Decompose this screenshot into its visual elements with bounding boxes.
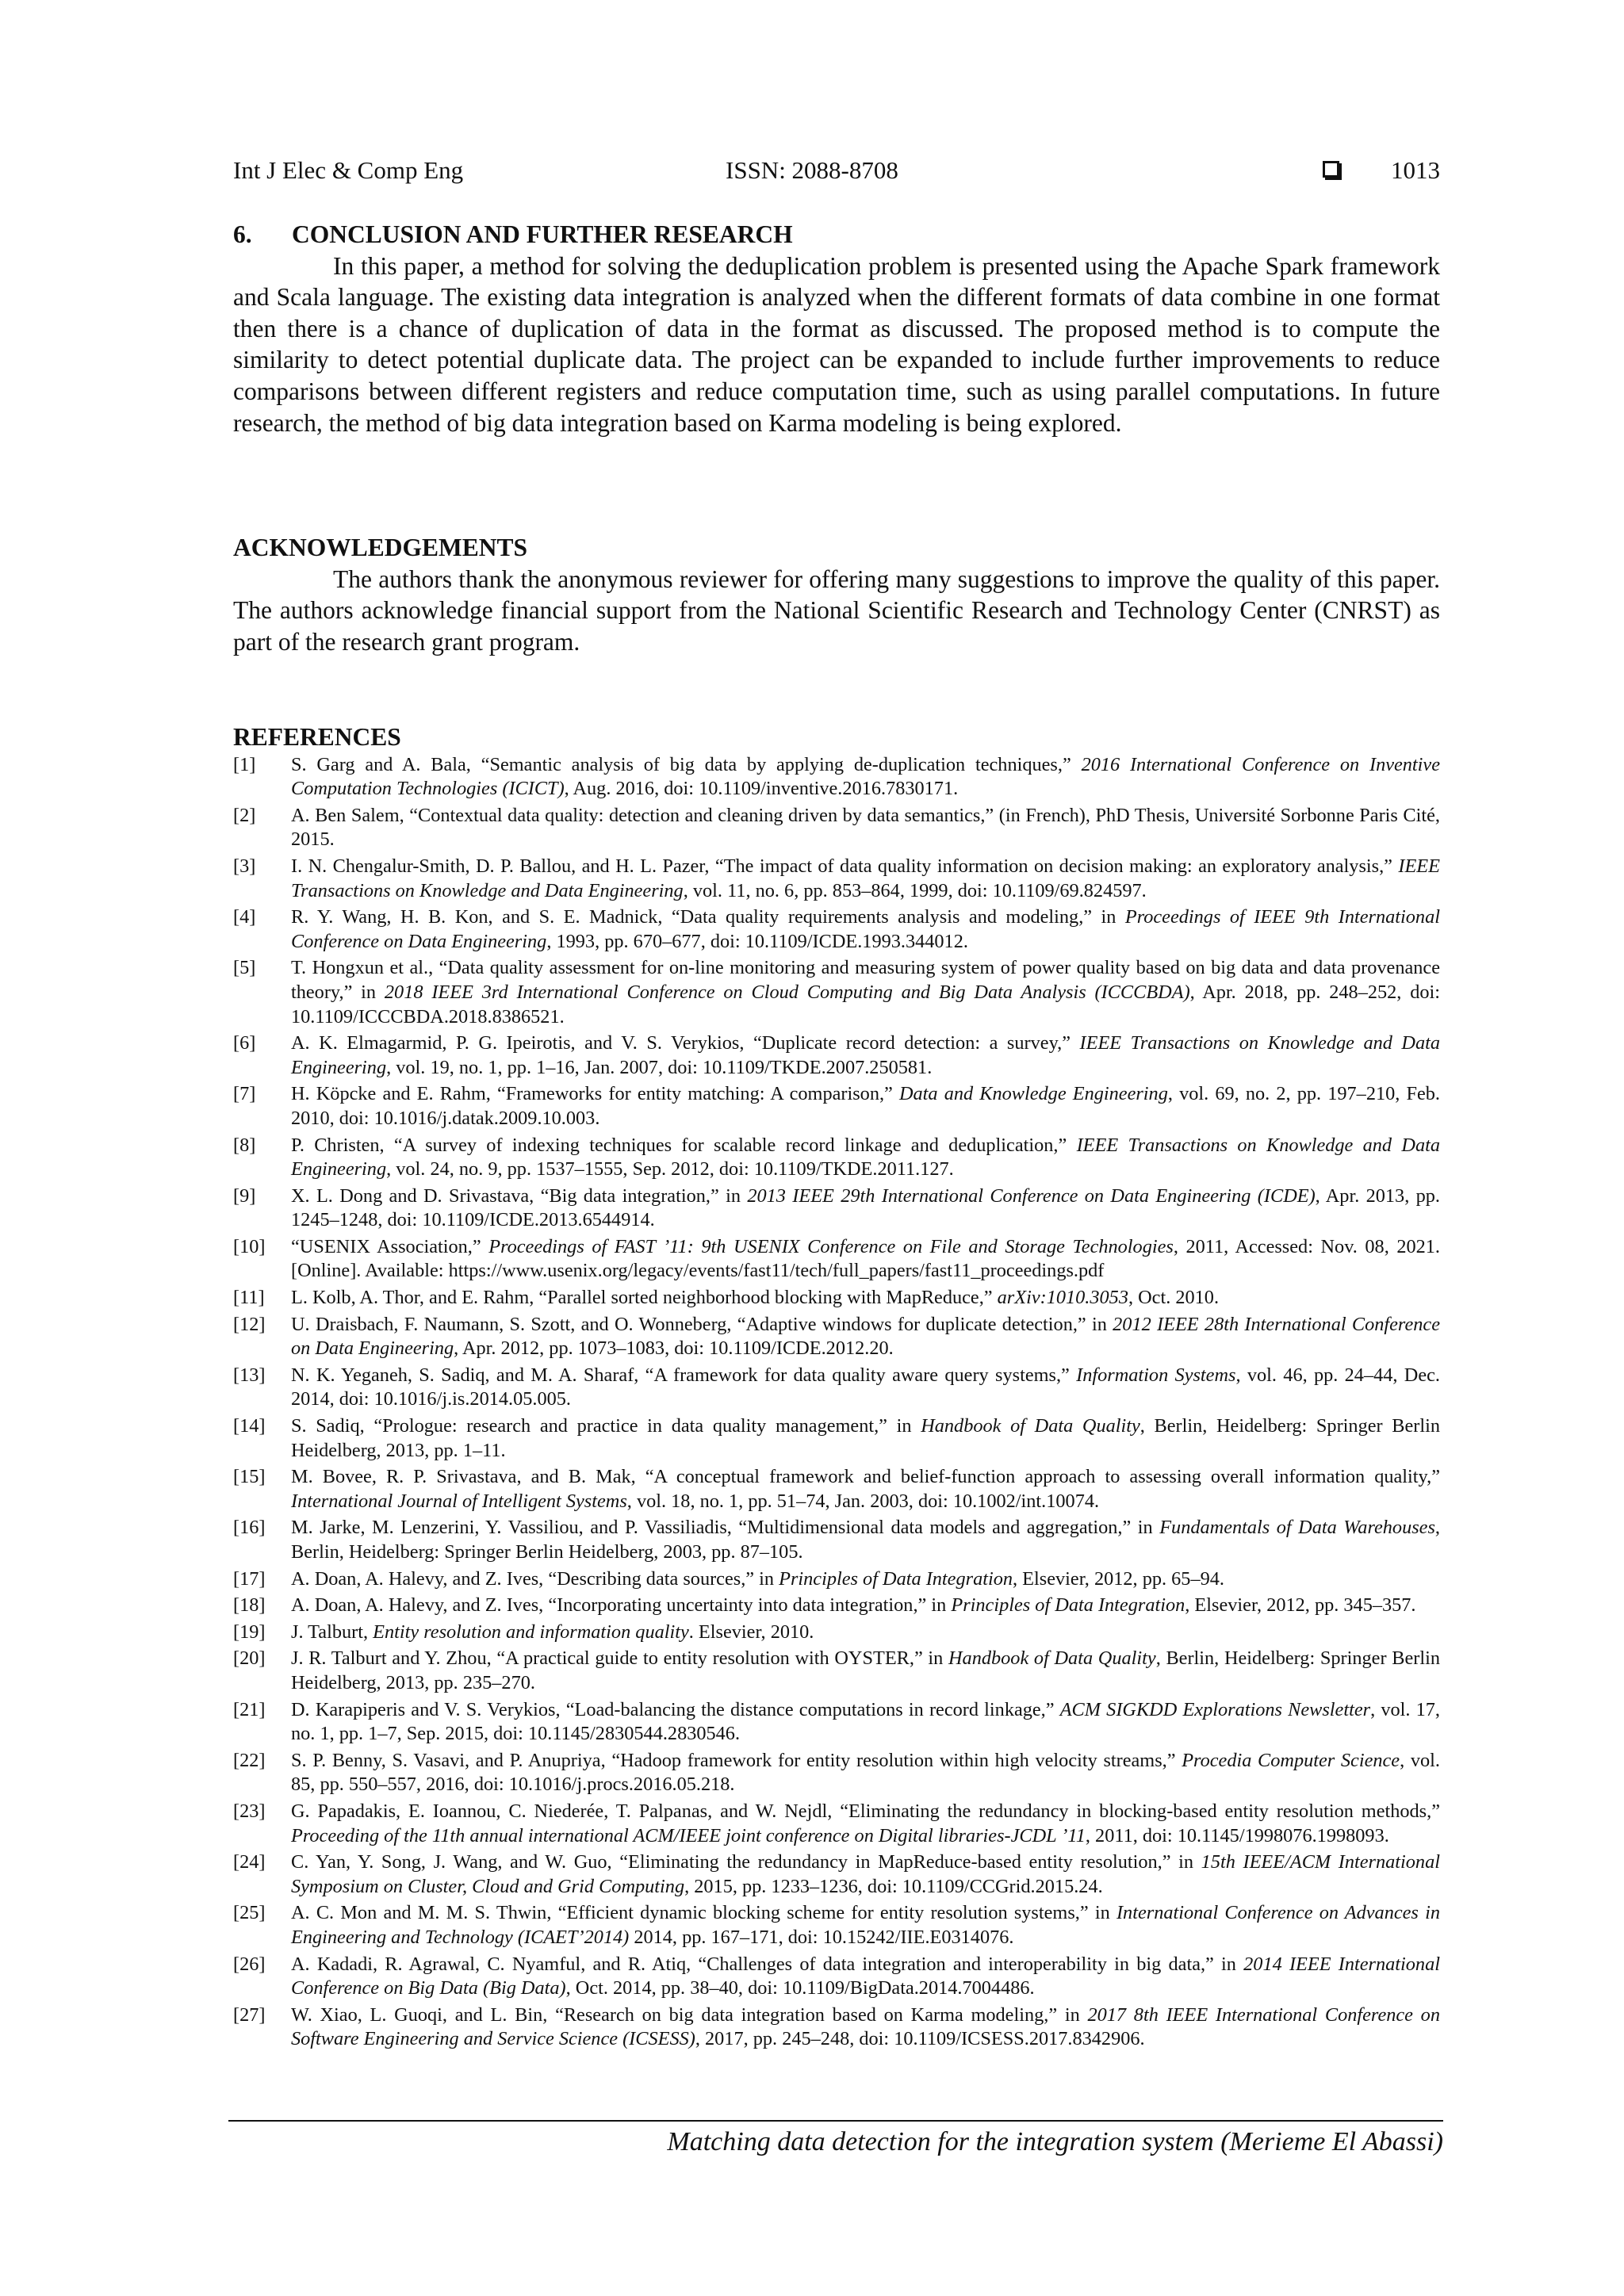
reference-authors-title: U. Draisbach, F. Naumann, S. Szott, and O. Wonneberg, “Adaptive windows for duplicate detection,” in [291, 1313, 1113, 1335]
reference-number: [18] [233, 1594, 266, 1617]
page-number: 1013 [1391, 156, 1440, 184]
reference-number: [25] [233, 1902, 266, 1924]
reference-number: [21] [233, 1698, 266, 1720]
reference-authors-title: I. N. Chengalur-Smith, D. P. Ballou, and H. L. Pazer, “The impact of data quality information on decision making: an exploratory analysis,” [291, 855, 1399, 877]
references-section [233, 721, 1440, 2054]
reference-text [291, 1621, 1440, 1645]
reference-details: , Berlin, Heidelberg: Springer Berlin Heidelberg, 2013, pp. 235–270. [291, 1647, 1440, 1693]
reference-authors-title: X. L. Dong and D. Srivastava, “Big data integration,” in [291, 1184, 748, 1207]
reference-text [291, 1516, 1440, 1564]
reference-authors-title: S. Sadiq, “Prologue: research and practice in data quality management,” in [291, 1415, 921, 1437]
reference-authors-title: G. Papadakis, E. Ioannou, C. Niederée, T. Palpanas, and W. Nejdl, “Eliminating the redundancy in blocking-based entity resolution methods,” [291, 1800, 1440, 1822]
reference-venue: 2016 International Conference on Inventive Computation Technologies (ICICT) [291, 753, 1440, 800]
reference-number: [2] [233, 804, 256, 826]
reference-text [291, 804, 1440, 852]
reference-details: . Elsevier, 2010. [688, 1621, 814, 1643]
reference-details: , 2011, Accessed: Nov. 08, 2021. [Online]. Available: https://www.usenix.org/legacy/events/fast11/tech/full_papers/fast11_proceedings.pdf [291, 1235, 1440, 1282]
reference-text [291, 1364, 1440, 1412]
reference-number: [7] [233, 1083, 256, 1105]
reference-number: [9] [233, 1184, 256, 1207]
reference-venue: 2018 IEEE 3rd International Conference on Cloud Computing and Big Data Analysis (ICCCBDA) [384, 981, 1190, 1003]
reference-number: [8] [233, 1134, 256, 1156]
reference-item [233, 1901, 1440, 1950]
acknowledgements-paragraph: The authors thank the anonymous reviewer for offering many suggestions to improve the quality of this paper. The authors acknowledge financial support from the National Scientific Research and Technology Center (CNRST) as part of the research grant program. [233, 564, 1440, 656]
reference-item [233, 1465, 1440, 1513]
reference-number: [27] [233, 2003, 266, 2026]
reference-item [233, 1800, 1440, 1848]
references-heading: REFERENCES [233, 723, 401, 751]
reference-venue: 2012 IEEE 28th International Conference on Data Engineering [291, 1313, 1440, 1360]
reference-number: [10] [233, 1235, 266, 1257]
reference-text [291, 1800, 1440, 1848]
reference-authors-title: A. C. Mon and M. M. S. Thwin, “Efficient dynamic blocking scheme for entity resolution systems,” in [291, 1902, 1116, 1924]
conclusion-section [233, 219, 1440, 438]
reference-item [233, 1286, 1440, 1311]
reference-details: , vol. 17, no. 1, pp. 1–7, Sep. 2015, doi: 10.1145/2830544.2830546. [291, 1698, 1440, 1745]
reference-details: , 2015, pp. 1233–1236, doi: 10.1109/CCGrid.2015.24. [684, 1875, 1103, 1897]
reference-venue: 2014 IEEE International Conference on Big Data (Big Data) [291, 1953, 1440, 1999]
reference-venue: Information Systems [1076, 1364, 1236, 1386]
reference-number: [3] [233, 855, 256, 877]
reference-venue: 15th IEEE/ACM International Symposium on Cluster, Cloud and Grid Computing [291, 1851, 1440, 1897]
reference-item [233, 1953, 1440, 2001]
reference-authors-title: N. K. Yeganeh, S. Sadiq, and M. A. Sharaf, “A framework for data quality aware query systems,” [291, 1364, 1077, 1386]
reference-text [291, 1031, 1440, 1080]
reference-number: [20] [233, 1647, 266, 1670]
reference-venue: 2017 8th IEEE International Conference on Software Engineering and Service Science (ICSESS) [291, 2003, 1440, 2050]
reference-venue: ACM SIGKDD Explorations Newsletter [1059, 1698, 1371, 1720]
reference-details: , Elsevier, 2012, pp. 65–94. [1013, 1567, 1224, 1590]
acknowledgements-heading: ACKNOWLEDGEMENTS [233, 534, 528, 561]
journal-name: Int J Elec & Comp Eng [233, 156, 464, 184]
reference-item [233, 1516, 1440, 1564]
reference-venue: Principles of Data Integration [951, 1594, 1185, 1617]
reference-venue: Handbook of Data Quality [948, 1647, 1156, 1670]
reference-authors-title: W. Xiao, L. Guoqi, and L. Bin, “Research on big data integration based on Karma modeling,” in [291, 2003, 1088, 2026]
reference-details: , Aug. 2016, doi: 10.1109/inventive.2016.7830171. [564, 778, 959, 800]
reference-details: , vol. 69, no. 2, pp. 197–210, Feb. 2010, doi: 10.1016/j.datak.2009.10.003. [291, 1083, 1440, 1129]
section-title: CONCLUSION AND FURTHER RESEARCH [292, 220, 793, 248]
reference-item [233, 1594, 1440, 1618]
reference-authors-title: M. Jarke, M. Lenzerini, Y. Vassiliou, and P. Vassiliadis, “Multidimensional data models and aggregation,” in [291, 1517, 1160, 1539]
reference-text [291, 1082, 1440, 1131]
reference-authors-title: J. R. Talburt and Y. Zhou, “A practical guide to entity resolution with OYSTER,” in [291, 1647, 949, 1670]
reference-text [291, 1850, 1440, 1899]
footer-text: Matching data detection for the integration system (Merieme El Abassi) [667, 2127, 1443, 2156]
reference-list [233, 753, 1440, 2052]
reference-text [291, 1184, 1440, 1233]
conclusion-paragraph: In this paper, a method for solving the deduplication problem is presented using the Apache Spark framework and Scala language. The existing data integration is analyzed when the different formats of data combine in one format then there is a chance of duplication of data in the format as discussed. The proposed method is to compute the similarity to detect potential duplicate data. The project can be expanded to include further improvements to reduce comparisons between different registers and reduce computation time, such as using parallel computations. In future research, the method of big data integration based on Karma modeling is being explored. [233, 251, 1440, 437]
reference-authors-title: L. Kolb, A. Thor, and E. Rahm, “Parallel sorted neighborhood blocking with MapReduce,” [291, 1287, 998, 1309]
reference-venue: Data and Knowledge Engineering [898, 1083, 1168, 1105]
reference-text [291, 956, 1440, 1029]
reference-item [233, 753, 1440, 802]
reference-venue: Fundamentals of Data Warehouses [1159, 1517, 1435, 1539]
reference-text [291, 1134, 1440, 1182]
reference-item [233, 1134, 1440, 1182]
reference-details: , Elsevier, 2012, pp. 345–357. [1185, 1594, 1416, 1617]
reference-text [291, 1286, 1440, 1311]
reference-details: , vol. 24, no. 9, pp. 1537–1555, Sep. 2012, doi: 10.1109/TKDE.2011.127. [386, 1158, 954, 1181]
reference-item [233, 1364, 1440, 1412]
reference-venue: International Conference on Advances in Engineering and Technology (ICAET’2014) [291, 1902, 1440, 1948]
reference-text [291, 1313, 1440, 1361]
reference-text [291, 1749, 1440, 1797]
reference-number: [14] [233, 1415, 266, 1437]
reference-text [291, 1414, 1440, 1463]
reference-details: , Oct. 2014, pp. 38–40, doi: 10.1109/BigData.2014.7004486. [565, 1977, 1035, 1999]
reference-details: 2014, pp. 167–171, doi: 10.15242/IIE.E0314076. [629, 1926, 1014, 1948]
reference-venue: Proceedings of FAST ’11: 9th USENIX Conference on File and Storage Technologies [488, 1235, 1174, 1257]
reference-number: [16] [233, 1517, 266, 1539]
reference-authors-title: “USENIX Association,” [291, 1235, 489, 1257]
reference-text [291, 2003, 1440, 2052]
reference-details: , vol. 18, no. 1, pp. 51–74, Jan. 2003, doi: 10.1002/int.10074. [626, 1490, 1100, 1512]
issn: ISSN: 2088-8708 [726, 156, 898, 184]
reference-item [233, 1647, 1440, 1695]
reference-number: [26] [233, 1953, 266, 1975]
reference-number: [11] [233, 1287, 265, 1309]
reference-item [233, 1235, 1440, 1284]
reference-authors-title: A. Doan, A. Halevy, and Z. Ives, “Describing data sources,” in [291, 1567, 779, 1590]
reference-authors-title: S. P. Benny, S. Vasavi, and P. Anupriya, “Hadoop framework for entity resolution within high velocity streams,” [291, 1749, 1182, 1771]
reference-number: [13] [233, 1364, 266, 1386]
reference-details: , 2011, doi: 10.1145/1998076.1998093. [1085, 1824, 1389, 1846]
reference-number: [5] [233, 957, 256, 979]
reference-item [233, 1082, 1440, 1131]
reference-authors-title: J. Talburt, [291, 1621, 373, 1643]
reference-item [233, 956, 1440, 1029]
reference-venue: Proceeding of the 11th annual international ACM/IEEE joint conference on Digital libraries-JCDL ’11 [291, 1824, 1086, 1846]
reference-item [233, 1698, 1440, 1747]
acknowledgements-section [233, 532, 1440, 657]
reference-authors-title: P. Christen, “A survey of indexing techniques for scalable record linkage and deduplication,” [291, 1134, 1077, 1156]
reference-item [233, 905, 1440, 954]
reference-number: [17] [233, 1567, 266, 1590]
reference-venue: IEEE Transactions on Knowledge and Data Engineering [291, 1032, 1441, 1078]
reference-details: , Apr. 2018, pp. 248–252, doi: 10.1109/ICCCBDA.2018.8386521. [291, 981, 1440, 1027]
reference-details: , vol. 85, pp. 550–557, 2016, doi: 10.1016/j.procs.2016.05.218. [291, 1749, 1440, 1796]
reference-details: , Berlin, Heidelberg: Springer Berlin Heidelberg, 2003, pp. 87–105. [291, 1517, 1440, 1563]
reference-item [233, 1184, 1440, 1233]
reference-item [233, 1567, 1440, 1592]
reference-venue: Entity resolution and information quality [373, 1621, 689, 1643]
reference-item [233, 1313, 1440, 1361]
reference-item [233, 855, 1440, 903]
footer-rule [228, 2120, 1443, 2122]
reference-details: , Berlin, Heidelberg: Springer Berlin Heidelberg, 2013, pp. 1–11. [291, 1415, 1440, 1461]
reference-authors-title: A. K. Elmagarmid, P. G. Ipeirotis, and V. S. Verykios, “Duplicate record detection: a survey,” [291, 1032, 1080, 1054]
reference-details: , vol. 11, no. 6, pp. 853–864, 1999, doi: 10.1109/69.824597. [683, 879, 1147, 901]
reference-item [233, 1749, 1440, 1797]
conclusion-heading [233, 219, 1440, 251]
reference-authors-title: D. Karapiperis and V. S. Verykios, “Load-balancing the distance computations in record linkage,” [291, 1698, 1060, 1720]
reference-text [291, 1698, 1440, 1747]
reference-details: , vol. 19, no. 1, pp. 1–16, Jan. 2007, doi: 10.1109/TKDE.2007.250581. [386, 1056, 933, 1078]
reference-authors-title: T. Hongxun et al., “Data quality assessment for on-line monitoring and measuring system of power quality based on big data and data provenance theory,” in [291, 957, 1440, 1003]
reference-number: [6] [233, 1032, 256, 1054]
reference-authors-title: A. Ben Salem, “Contextual data quality: detection and cleaning driven by data semantics,” (in French), PhD Thesis, Université Sorbonne Paris Cité, 2015. [291, 804, 1440, 851]
reference-number: [15] [233, 1466, 266, 1488]
reference-details: , Oct. 2010. [1128, 1287, 1220, 1309]
reference-authors-title: H. Köpcke and E. Rahm, “Frameworks for entity matching: A comparison,” [291, 1083, 899, 1105]
reference-venue: arXiv:1010.3053 [997, 1287, 1128, 1309]
reference-item [233, 1414, 1440, 1463]
reference-text [291, 1235, 1440, 1284]
reference-number: [23] [233, 1800, 266, 1822]
reference-venue: International Journal of Intelligent Systems [291, 1490, 627, 1512]
reference-item [233, 1031, 1440, 1080]
reference-venue: 2013 IEEE 29th International Conference on Data Engineering (ICDE) [747, 1184, 1316, 1207]
reference-number: [24] [233, 1851, 266, 1873]
reference-authors-title: A. Doan, A. Halevy, and Z. Ives, “Incorporating uncertainty into data integration,” in [291, 1594, 952, 1617]
reference-number: [12] [233, 1313, 266, 1335]
reference-text [291, 1567, 1440, 1592]
section-number: 6. [233, 220, 252, 248]
reference-venue: Procedia Computer Science [1182, 1749, 1400, 1771]
reference-text [291, 905, 1440, 954]
reference-item [233, 1850, 1440, 1899]
reference-number: [4] [233, 906, 256, 928]
reference-text [291, 753, 1440, 802]
reference-venue: Handbook of Data Quality [921, 1415, 1140, 1437]
page-header [233, 155, 1440, 186]
reference-text [291, 1953, 1440, 2001]
reference-venue: Proceedings of IEEE 9th International Conference on Data Engineering [291, 906, 1440, 952]
reference-authors-title: R. Y. Wang, H. B. Kon, and S. E. Madnick, “Data quality requirements analysis and modeling,” in [291, 906, 1125, 928]
reference-item [233, 1621, 1440, 1645]
reference-venue: IEEE Transactions on Knowledge and Data Engineering [291, 855, 1440, 901]
square-box-icon [1323, 161, 1339, 178]
reference-details: , vol. 46, pp. 24–44, Dec. 2014, doi: 10.1016/j.is.2014.05.005. [291, 1364, 1440, 1410]
reference-venue: IEEE Transactions on Knowledge and Data Engineering [291, 1134, 1440, 1181]
reference-number: [22] [233, 1749, 266, 1771]
reference-text [291, 1647, 1440, 1695]
reference-details: , 2017, pp. 245–248, doi: 10.1109/ICSESS.2017.8342906. [695, 2028, 1145, 2050]
reference-authors-title: S. Garg and A. Bala, “Semantic analysis of big data by applying de-duplication techniques,” [291, 753, 1082, 775]
reference-venue: Principles of Data Integration [779, 1567, 1013, 1590]
reference-details: , Apr. 2013, pp. 1245–1248, doi: 10.1109/ICDE.2013.6544914. [291, 1184, 1440, 1231]
reference-text [291, 855, 1440, 903]
reference-number: [19] [233, 1621, 266, 1643]
reference-text [291, 1465, 1440, 1513]
reference-text [291, 1594, 1440, 1618]
reference-item [233, 2003, 1440, 2052]
reference-authors-title: C. Yan, Y. Song, J. Wang, and W. Guo, “Eliminating the redundancy in MapReduce-based entity resolution,” in [291, 1851, 1201, 1873]
reference-authors-title: M. Bovee, R. P. Srivastava, and B. Mak, “A conceptual framework and belief-function approach to assessing overall information quality,” [291, 1466, 1440, 1488]
reference-text [291, 1901, 1440, 1950]
reference-details: , 1993, pp. 670–677, doi: 10.1109/ICDE.1993.344012. [546, 930, 968, 952]
reference-item [233, 804, 1440, 852]
reference-number: [1] [233, 753, 256, 775]
reference-authors-title: A. Kadadi, R. Agrawal, C. Nyamful, and R. Atiq, “Challenges of data integration and interoperability in big data,” in [291, 1953, 1244, 1975]
reference-details: , Apr. 2012, pp. 1073–1083, doi: 10.1109/ICDE.2012.20. [454, 1337, 894, 1360]
